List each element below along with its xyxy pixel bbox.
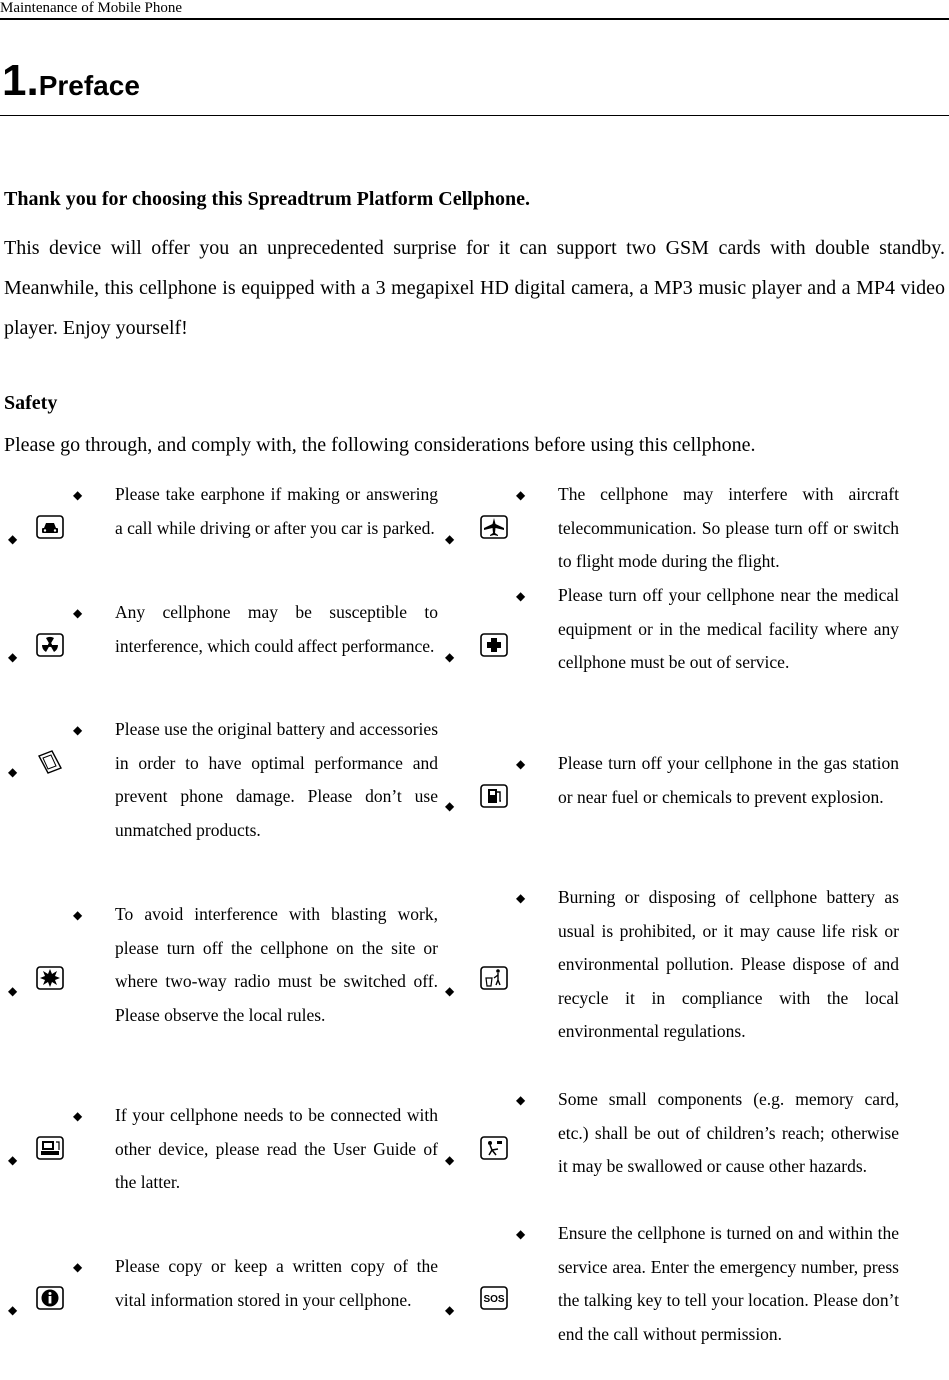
safety-item-connect-device bbox=[73, 1099, 438, 1200]
child-safety-icon bbox=[480, 1136, 508, 1160]
icon-bullet: ◆ bbox=[8, 1153, 18, 1167]
safety-item-interference bbox=[73, 596, 438, 663]
item-bullet: ◆ bbox=[516, 1227, 526, 1241]
item-bullet: ◆ bbox=[73, 606, 83, 620]
safety-item-medical bbox=[516, 579, 899, 680]
chapter-rule bbox=[0, 115, 949, 116]
blasting-icon bbox=[36, 966, 64, 990]
header-rule bbox=[0, 18, 949, 20]
icon-bullet: ◆ bbox=[8, 532, 18, 546]
safety-item-battery bbox=[73, 713, 438, 847]
chapter-title: Preface bbox=[38, 70, 140, 101]
item-text: To avoid interference with blasting work, please turn off the cellphone on the site or where two-way radio must be switched off. Please observe the local rules. bbox=[115, 904, 438, 1025]
safety-heading: Safety bbox=[4, 392, 58, 414]
item-bullet: ◆ bbox=[516, 1093, 526, 1107]
item-text: Ensure the cellphone is turned on and within the service area. Enter the emergency number, press the talking key to tell your location. Please don’t end the call without permission. bbox=[558, 1223, 899, 1344]
disposal-icon bbox=[480, 966, 508, 990]
radiation-icon bbox=[36, 633, 64, 657]
thanks-line: Thank you for choosing this Spreadtrum Platform Cellphone. bbox=[4, 188, 530, 210]
medical-cross-icon bbox=[480, 633, 508, 657]
item-bullet: ◆ bbox=[516, 757, 526, 771]
icon-bullet: ◆ bbox=[8, 650, 18, 664]
intro-paragraph: This device will offer you an unprecedented surprise for it can support two GSM cards with double standby. Meanwhile, this cellphone is equipped with a 3 megapixel HD digital camera, a MP3 music player and a MP4 video player. Enjoy yourself! bbox=[4, 237, 945, 339]
safety-item-aircraft bbox=[516, 478, 899, 579]
fuel-pump-icon bbox=[480, 784, 508, 808]
icon-bullet: ◆ bbox=[8, 1303, 18, 1317]
info-icon bbox=[36, 1286, 64, 1310]
item-text: Please copy or keep a written copy of the vital information stored in your cellphone. bbox=[115, 1256, 438, 1310]
safety-item-driving bbox=[73, 478, 438, 545]
item-text: If your cellphone needs to be connected with other device, please read the User Guide of the latter. bbox=[115, 1105, 438, 1193]
icon-bullet: ◆ bbox=[445, 1153, 455, 1167]
safety-item-children bbox=[516, 1083, 899, 1184]
safety-item-emergency bbox=[516, 1217, 899, 1351]
item-text: Please take earphone if making or answering a call while driving or after you car is parked. bbox=[115, 484, 438, 538]
safety-lead: Please go through, and comply with, the following considerations before using this cellphone. bbox=[4, 434, 756, 456]
icon-bullet: ◆ bbox=[445, 799, 455, 813]
airplane-icon bbox=[480, 515, 508, 539]
item-bullet: ◆ bbox=[73, 1109, 83, 1123]
item-bullet: ◆ bbox=[73, 908, 83, 922]
item-bullet: ◆ bbox=[516, 589, 526, 603]
item-bullet: ◆ bbox=[73, 1260, 83, 1274]
item-bullet: ◆ bbox=[73, 488, 83, 502]
item-bullet: ◆ bbox=[516, 488, 526, 502]
item-text: Burning or disposing of cellphone battery as usual is prohibited, or it may cause life risk or environmental pollution. Please dispose of and recycle it in compliance with the local environmental regulations. bbox=[558, 887, 899, 1042]
battery-accessory-icon bbox=[36, 750, 64, 774]
chapter-number: 1. bbox=[2, 56, 39, 105]
icon-bullet: ◆ bbox=[445, 984, 455, 998]
item-text: Please turn off your cellphone in the gas station or near fuel or chemicals to prevent explosion. bbox=[558, 753, 899, 807]
icon-bullet: ◆ bbox=[445, 532, 455, 546]
safety-item-blasting bbox=[73, 898, 438, 1032]
item-text: Some small components (e.g. memory card, etc.) shall be out of children’s reach; otherwise it may be swallowed or cause other hazards. bbox=[558, 1089, 899, 1177]
running-header: Maintenance of Mobile Phone bbox=[0, 0, 183, 16]
safety-item-disposal bbox=[516, 881, 899, 1049]
item-bullet: ◆ bbox=[73, 723, 83, 737]
device-connect-icon bbox=[36, 1136, 64, 1160]
sos-icon-label: SOS bbox=[483, 1294, 505, 1305]
item-text: The cellphone may interfere with aircraft telecommunication. So please turn off or switch to flight mode during the flight. bbox=[558, 484, 899, 572]
chapter-heading bbox=[2, 56, 140, 106]
sos-icon bbox=[480, 1286, 508, 1310]
item-text: Please use the original battery and accessories in order to have optimal performance and prevent phone damage. Please don’t use unmatched products. bbox=[115, 719, 438, 840]
item-bullet: ◆ bbox=[516, 891, 526, 905]
car-icon bbox=[36, 515, 64, 539]
icon-bullet: ◆ bbox=[445, 650, 455, 664]
safety-item-information bbox=[73, 1250, 438, 1317]
icon-bullet: ◆ bbox=[445, 1303, 455, 1317]
icon-bullet: ◆ bbox=[8, 984, 18, 998]
safety-item-gas-station bbox=[516, 747, 899, 814]
item-text: Please turn off your cellphone near the medical equipment or in the medical facility where any cellphone must be out of service. bbox=[558, 585, 899, 673]
icon-bullet: ◆ bbox=[8, 765, 18, 779]
item-text: Any cellphone may be susceptible to interference, which could affect performance. bbox=[115, 602, 438, 656]
